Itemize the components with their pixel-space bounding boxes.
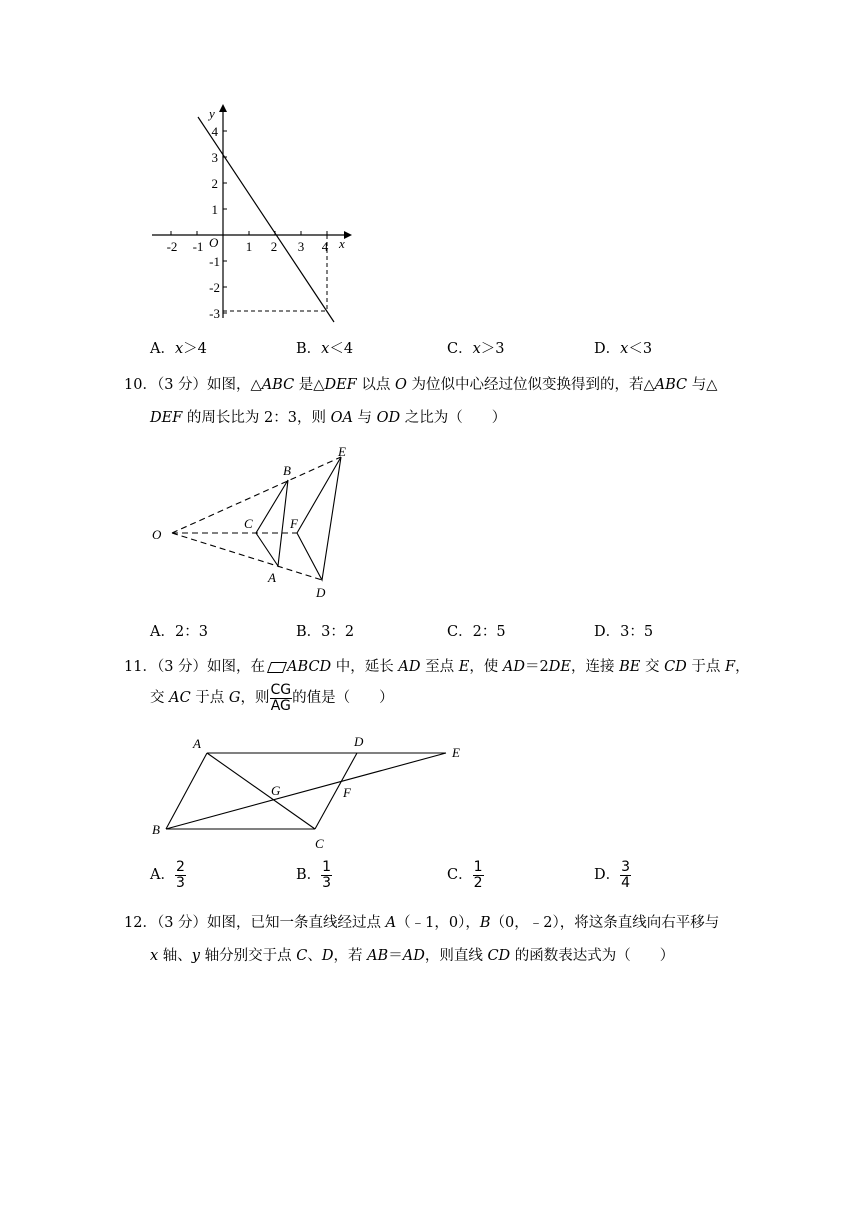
y-tick-label: -1 [209, 254, 220, 269]
label-e: E [452, 745, 460, 760]
y-tick-label: 2 [211, 176, 218, 191]
q11-question-line1: 11．（3 分）如图，在 ABCD 中，延长 AD 至点 E，使 AD＝2DE，连接 BE 交 CD 于点 F， [124, 659, 750, 675]
x-tick-label: -2 [166, 239, 178, 254]
label-d: D [316, 585, 326, 600]
q11-parallelogram-figure [148, 732, 473, 854]
x-tick-label: 1 [245, 239, 253, 254]
x-axis-arrow [344, 231, 352, 239]
q10-homothety-figure [145, 438, 365, 603]
label-f: F [343, 785, 351, 800]
label-o: O [152, 527, 162, 542]
cg-over-ag-fraction: $\frac{CG}{AG}$ [270, 682, 292, 714]
y-tick-label: -2 [209, 280, 220, 295]
x-tick-label: 3 [297, 239, 305, 254]
q9-option-b: B．x＜4 [296, 341, 354, 357]
q9-line-graph [148, 100, 358, 330]
q11-question-line2: 交 AC 于点 G，则 $\frac{CG}{AG}$ 的值是（ ） [150, 682, 394, 714]
x-tick-label: -1 [192, 239, 204, 254]
q11-option-c: C． $\frac{1}{2}$ [447, 859, 483, 891]
y-tick-label: -3 [209, 306, 220, 321]
q11-option-a: A． $\frac{2}{3}$ [150, 859, 185, 891]
y-tick-label: 3 [211, 150, 218, 165]
y-tick-label: 1 [211, 202, 218, 217]
label-e: E [338, 444, 346, 459]
parallelogram-symbol [267, 662, 287, 673]
label-f: F [290, 516, 298, 531]
y-axis-arrow [219, 104, 227, 112]
q10-option-d: D．3：5 [594, 624, 654, 640]
y-axis-label: y [209, 106, 215, 121]
label-c: C [315, 836, 324, 851]
q11-option-d: D． $\frac{3}{4}$ [594, 859, 631, 891]
label-d: D [354, 734, 364, 749]
origin-label: O [209, 235, 219, 250]
label-a: A [268, 570, 276, 585]
label-a: A [193, 736, 201, 751]
q11-option-b: B． $\frac{1}{3}$ [296, 859, 332, 891]
q10-question-line1: 10．（3 分）如图，△ABC 是△DEF 以点 O 为位似中心经过位似变换得到的，若△ABC 与△ [124, 377, 718, 393]
q10-option-a: A．2：3 [150, 624, 208, 640]
q10-question-line2: DEF 的周长比为 2：3，则 OA 与 OD 之比为（ ） [150, 410, 507, 426]
x-tick-label: 2 [270, 239, 278, 254]
label-b: B [283, 463, 291, 478]
y-tick-label: 4 [211, 124, 218, 139]
x-axis-label: x [339, 236, 345, 251]
label-g: G [271, 783, 281, 798]
x-tick-label: 4 [321, 239, 329, 254]
q9-option-c: C．x＞3 [447, 341, 505, 357]
q10-option-c: C．2：5 [447, 624, 506, 640]
label-c: C [244, 516, 253, 531]
q9-option-a: A．x＞4 [150, 341, 207, 357]
q12-question-line1: 12．（3 分）如图，已知一条直线经过点 A（﹣1，0），B（0，﹣2），将这条直线向右平移与 [124, 915, 720, 931]
q12-question-line2: x 轴、y 轴分别交于点 C、D，若 AB＝AD，则直线 CD 的函数表达式为（ ） [150, 948, 675, 964]
q9-option-d: D．x＜3 [594, 341, 653, 357]
label-b: B [152, 822, 160, 837]
q10-option-b: B．3：2 [296, 624, 355, 640]
